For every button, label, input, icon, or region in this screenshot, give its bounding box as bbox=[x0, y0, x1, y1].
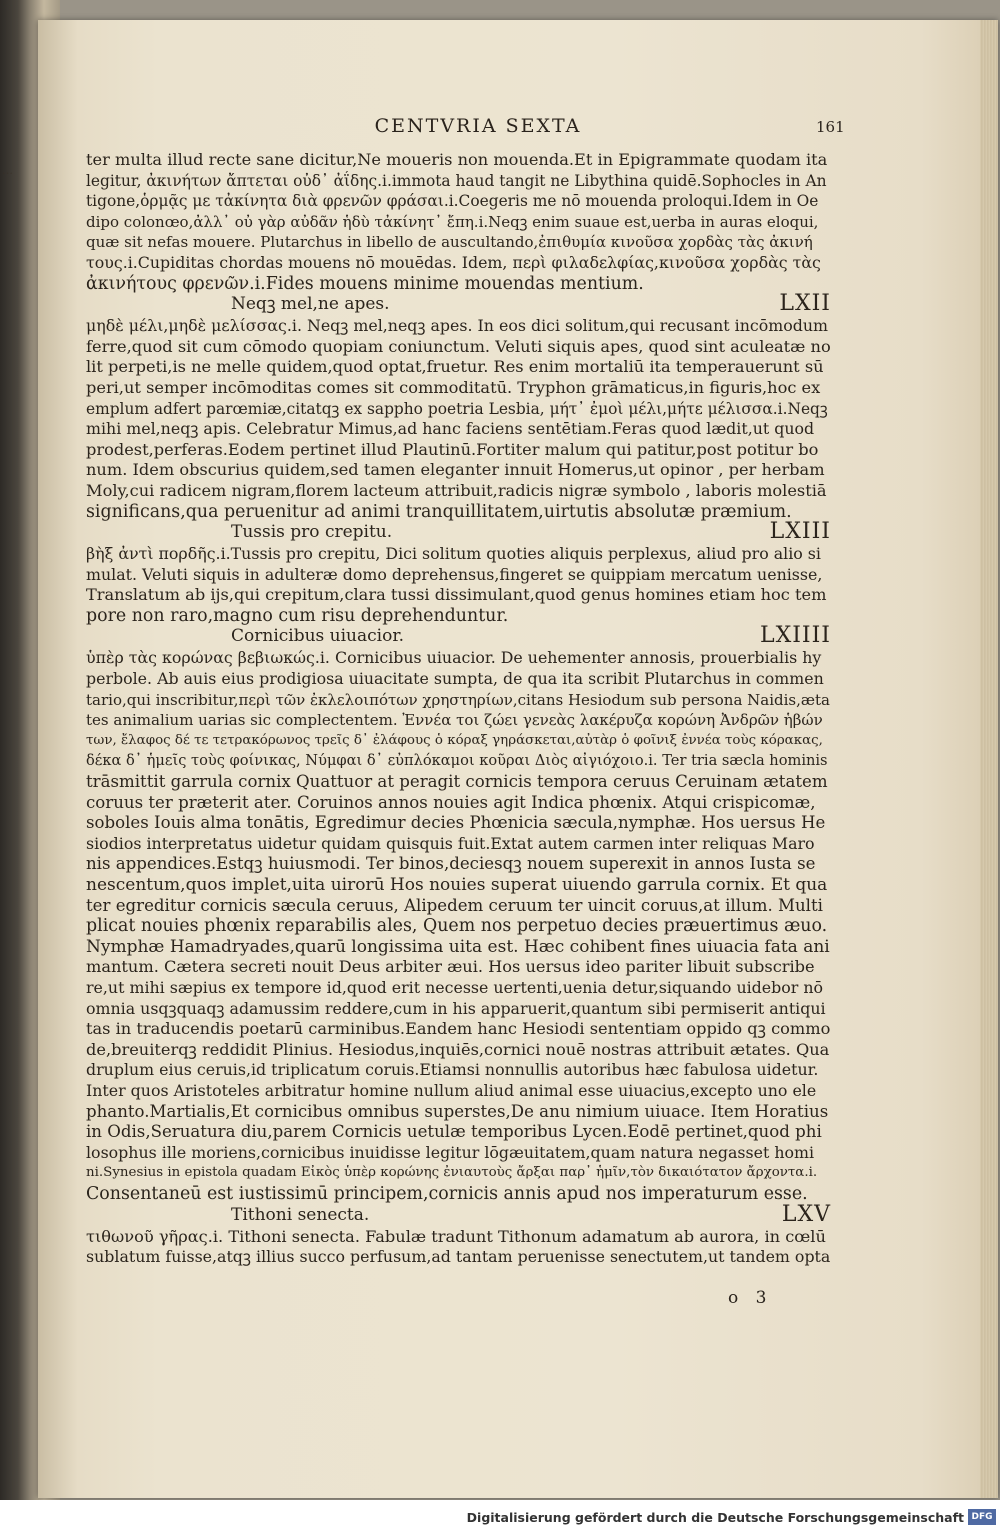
text-line: num. Idem obscurius quidem,sed tamen eleganter innuit Homerus,ut opinor , per herbam bbox=[86, 460, 825, 480]
text-line: ter egreditur cornicis sæcula ceruus, Alipedem ceruum ter uincit coruus,at illum. Multi bbox=[86, 895, 823, 915]
text-line: τιθωνοῦ γῆρας.i. Tithoni senecta. Fabulæ tradunt Tithonum adamatum ab aurora, in cœlū bbox=[86, 1226, 826, 1246]
text-line: Inter quos Aristoteles arbitratur homine nullum aliud animal esse uiuacius,excepto uno ele bbox=[86, 1080, 817, 1100]
text-line: pore non raro,magno cum risu deprehenduntur. bbox=[86, 605, 509, 626]
text-line: phanto.Martialis,Et cornicibus omnibus superstes,De anu nimium uiuace. Item Horatius bbox=[86, 1101, 829, 1121]
previous-page-margin-text: … bbox=[2, 164, 13, 177]
text-line: τους.i.Cupiditas chordas mouens nō mouēdas. Idem, περὶ φιλαδελφίας,κινοῦσα χορδὰς τὰς bbox=[86, 252, 821, 272]
text-line: δέκα δ᾽ ἡμεῖς τοὺς φοίνικας, Νύμφαι δ᾽ εὐπλόκαμοι κοῦραι Διὸς αἰγιόχοιο.i. Ter tria sæcla hominis bbox=[86, 752, 828, 770]
funding-notice: Digitalisierung gefördert durch die Deutsche Forschungsgemeinschaft bbox=[466, 1510, 964, 1525]
intro-block bbox=[86, 150, 831, 294]
text-line: perbole. Ab auis eius prodigiosa uiuacitate sumpta, de qua ita scribit Plutarchus in commen bbox=[86, 669, 824, 689]
text-line: nescentum,quos implet,uita uirorū Hos nouies superat uiuendo garrula cornix. Et qua bbox=[86, 875, 828, 895]
adage-heading bbox=[86, 1201, 831, 1227]
adage-section-lxiiii bbox=[86, 623, 831, 1204]
text-line: mihi mel,neqꝫ apis. Celebratur Mimus,ad hanc faciens sentētiam.Feras quod lædit,ut quod bbox=[86, 419, 815, 439]
text-line: ἀκινήτους φρενῶν.i.Fides mouens minime mouendas mentium. bbox=[86, 273, 644, 294]
text-line: druplum eius ceruis,id triplicatum coruis.Etiamsi nonnullis autoribus hæc fabulosa uidetur. bbox=[86, 1060, 819, 1080]
text-line: μηδὲ μέλι,μηδὲ μελίσσας.i. Neqꝫ mel,neqꝫ apes. In eos dici solitum,qui recusant incōmodum bbox=[86, 316, 828, 336]
adage-section-lxiii bbox=[86, 519, 831, 626]
text-line: trāsmittit garrula cornix Quattuor at peragit cornicis tempora ceruus Ceruinam ætatem bbox=[86, 772, 828, 792]
text-line: ter multa illud recte sane dicitur,Ne moueris non mouenda.Et in Epigrammate quodam ita bbox=[86, 150, 828, 169]
adage-heading bbox=[86, 519, 831, 545]
text-line: tas in traducendis poetarū carminibus.Eandem hanc Hesiodi sententiam oppido qꝫ commo bbox=[86, 1019, 831, 1039]
text-line: βὴξ ἀντὶ πορδῆς.i.Tussis pro crepitu, Dici solitum quoties aliquis perplexus, aliud pro alio si bbox=[86, 544, 821, 564]
adage-title: Neqꝫ mel,ne apes. bbox=[231, 294, 390, 315]
text-line: losophus ille moriens,cornicibus inuidisse legitur lōgæuitatem,quam natura negasset homi bbox=[86, 1142, 815, 1162]
text-line: soboles Iouis alma tonātis, Egredimur decies Phœnicia sæcula,nymphæ. Hos uersus He bbox=[86, 813, 826, 833]
adage-title: Tussis pro crepitu. bbox=[231, 522, 393, 543]
text-line: emplum adfert parœmiæ,citatqꝫ ex sappho poetria Lesbia, μήτ᾽ ἐμοὶ μέλι,μήτε μέλισσα.i.Neqꝫ bbox=[86, 399, 828, 418]
text-line: in Odis,Seruatura diu,parem Cornicis uetulæ temporibus Lycen.Eodē pertinet,quod phi bbox=[86, 1122, 822, 1142]
adage-number: LXII bbox=[779, 291, 831, 317]
text-line: ni.Synesius in epistola quadam Εἰκὸς ὑπὲρ κορώνης ἐνιαυτοὺς ἄρξαι παρ᾽ ἡμῖν,τὸν δικαιότατον ἄρχοντα.i. bbox=[86, 1165, 818, 1181]
text-line: peri,ut semper incōmoditas comes sit commoditatū. Tryphon grāmaticus,in figuris,hoc ex bbox=[86, 377, 821, 397]
text-line: omnia usqꝫquaqꝫ adamussim reddere,cum in his apparuerit,quantum sibi permiserit antiqui bbox=[86, 998, 826, 1018]
adage-heading bbox=[86, 291, 831, 317]
text-line: Moly,cui radicem nigram,florem lacteum attribuit,radicis nigræ symbolo , laboris molestiā bbox=[86, 480, 827, 500]
text-line: de,breuiterqꝫ reddidit Plinius. Hesiodus,inquiēs,cornici nouē nostras attribuit ætates. Qua bbox=[86, 1039, 830, 1059]
footer-bar bbox=[0, 1500, 1000, 1534]
adage-number: LXIII bbox=[769, 519, 831, 545]
text-line: Consentaneū est iustissimū principem,cornicis annis apud nos imperaturum esse. bbox=[86, 1183, 808, 1204]
text-line: lit perpeti,is ne melle quidem,quod optat,fruetur. Res enim mortaliū ita temperauerunt sū bbox=[86, 357, 824, 377]
adage-heading bbox=[86, 623, 831, 649]
text-line: ferre,quod sit cum cōmodo quopiam coniunctum. Veluti siquis apes, quod sint aculeatæ no bbox=[86, 336, 831, 356]
running-head: CENTVRIA SEXTA bbox=[374, 115, 582, 137]
adage-title: Cornicibus uiuacior. bbox=[231, 626, 404, 647]
text-line: quæ sit nefas mouere. Plutarchus in libello de auscultando,ἐπιθυμία κινοῦσα χορδὰς τὰς ἀκινή bbox=[86, 233, 813, 252]
text-line: tes animalium uarias sic complectentem. Ἐννέα τοι ζώει γενεὰς λακέρυζα κορώνη Ἀνδρῶν ἡβών bbox=[86, 711, 823, 730]
text-line: re,ut mihi sæpius ex tempore id,quod erit necesse uertenti,uenia detur,siquando uidebor nō bbox=[86, 977, 824, 997]
text-line: nis appendices.Estqꝫ huiusmodi. Ter binos,deciesqꝫ nouem superexit in annos Iusta se bbox=[86, 854, 816, 874]
text-line: sublatum fuisse,atqꝫ illius succo perfusum,ad tantam peruenisse senectutem,ut tandem opta bbox=[86, 1247, 831, 1267]
text-line: siodios interpretatus uidetur quidam quisquis fuit.Extat autem carmen inter reliquas Maro bbox=[86, 833, 815, 853]
text-line: tario,qui inscribitur,περὶ τῶν ἐκλελοιπότων χρηστηρίων,citans Hesiodum sub persona Naidis,æta bbox=[86, 690, 830, 709]
page-fore-edge bbox=[980, 20, 998, 1498]
text-line: plicat nouies phœnix reparabilis ales, Quem nos perpetuo decies præuertimus æuo. bbox=[86, 916, 828, 937]
adage-number: LXV bbox=[781, 1201, 831, 1227]
text-line: prodest,perferas.Eodem pertinet illud Plautinū.Fortiter malum qui patitur,post potitur bo bbox=[86, 439, 819, 459]
book-page bbox=[38, 20, 998, 1498]
page-body bbox=[86, 150, 831, 1268]
text-line: legitur, ἀκινήτων ἄπτεται οὐδ᾽ ἀΐδης.i.immota haud tangit ne Libythina quidē.Sophocles in An bbox=[86, 171, 827, 190]
adage-title: Tithoni senecta. bbox=[231, 1204, 370, 1225]
text-line: mulat. Veluti siquis in adulteræ domo deprehensus,fingeret se quippiam mercatum uenisse, bbox=[86, 564, 823, 584]
text-line: tigone,ὁρμᾷς με τἀκίνητα διὰ φρενῶν φράσαι.i.Coegeris me nō mouenda proloqui.Idem in Oe bbox=[86, 192, 819, 211]
adage-number: LXIIII bbox=[759, 623, 831, 649]
text-line: ὑπὲρ τὰς κορώνας βεβιωκώς.i. Cornicibus uiuacior. De uehementer annosis, prouerbialis hy bbox=[86, 648, 822, 668]
text-line: των, ἔλαφος δέ τε τετρακόρωνος τρεῖς δ᾽ ἐλάφους ὁ κόραξ γηράσκεται,αὐτὰρ ὁ φοῖνιξ ἐννέα τοὺς κόρακας, bbox=[86, 732, 823, 748]
text-line: significans,qua peruenitur ad animi tranquillitatem,uirtutis absolutæ præmium. bbox=[86, 501, 792, 522]
text-line: mantum. Cætera secreti nouit Deus arbiter æui. Hos uersus ideo pariter libuit subscribe bbox=[86, 957, 815, 977]
dfg-logo-icon: DFG bbox=[968, 1509, 996, 1525]
adage-section-lxv bbox=[86, 1201, 831, 1268]
adage-section-lxii bbox=[86, 291, 831, 522]
text-line: Translatum ab ijs,qui crepitum,clara tussi dissimulant,quod genus homines etiam hoc tem bbox=[86, 585, 827, 605]
signature-mark: o 3 bbox=[728, 1288, 773, 1308]
text-line: coruus ter præterit ater. Coruinos annos nouies agit Indica phœnix. Atqui crispicomæ, bbox=[86, 792, 816, 812]
text-line: dipo colonœo,ἀλλ᾽ οὐ γὰρ αὐδᾶν ἡδὺ τἀκίνητ᾽ ἔπη.i.Neqꝫ enim suaue est,uerba in auras eloqui, bbox=[86, 212, 819, 231]
text-line: Nymphæ Hamadryades,quarū longissima uita est. Hæc cohibent fines uiuacia fata ani bbox=[86, 936, 830, 957]
folio-number: 161 bbox=[816, 118, 845, 136]
